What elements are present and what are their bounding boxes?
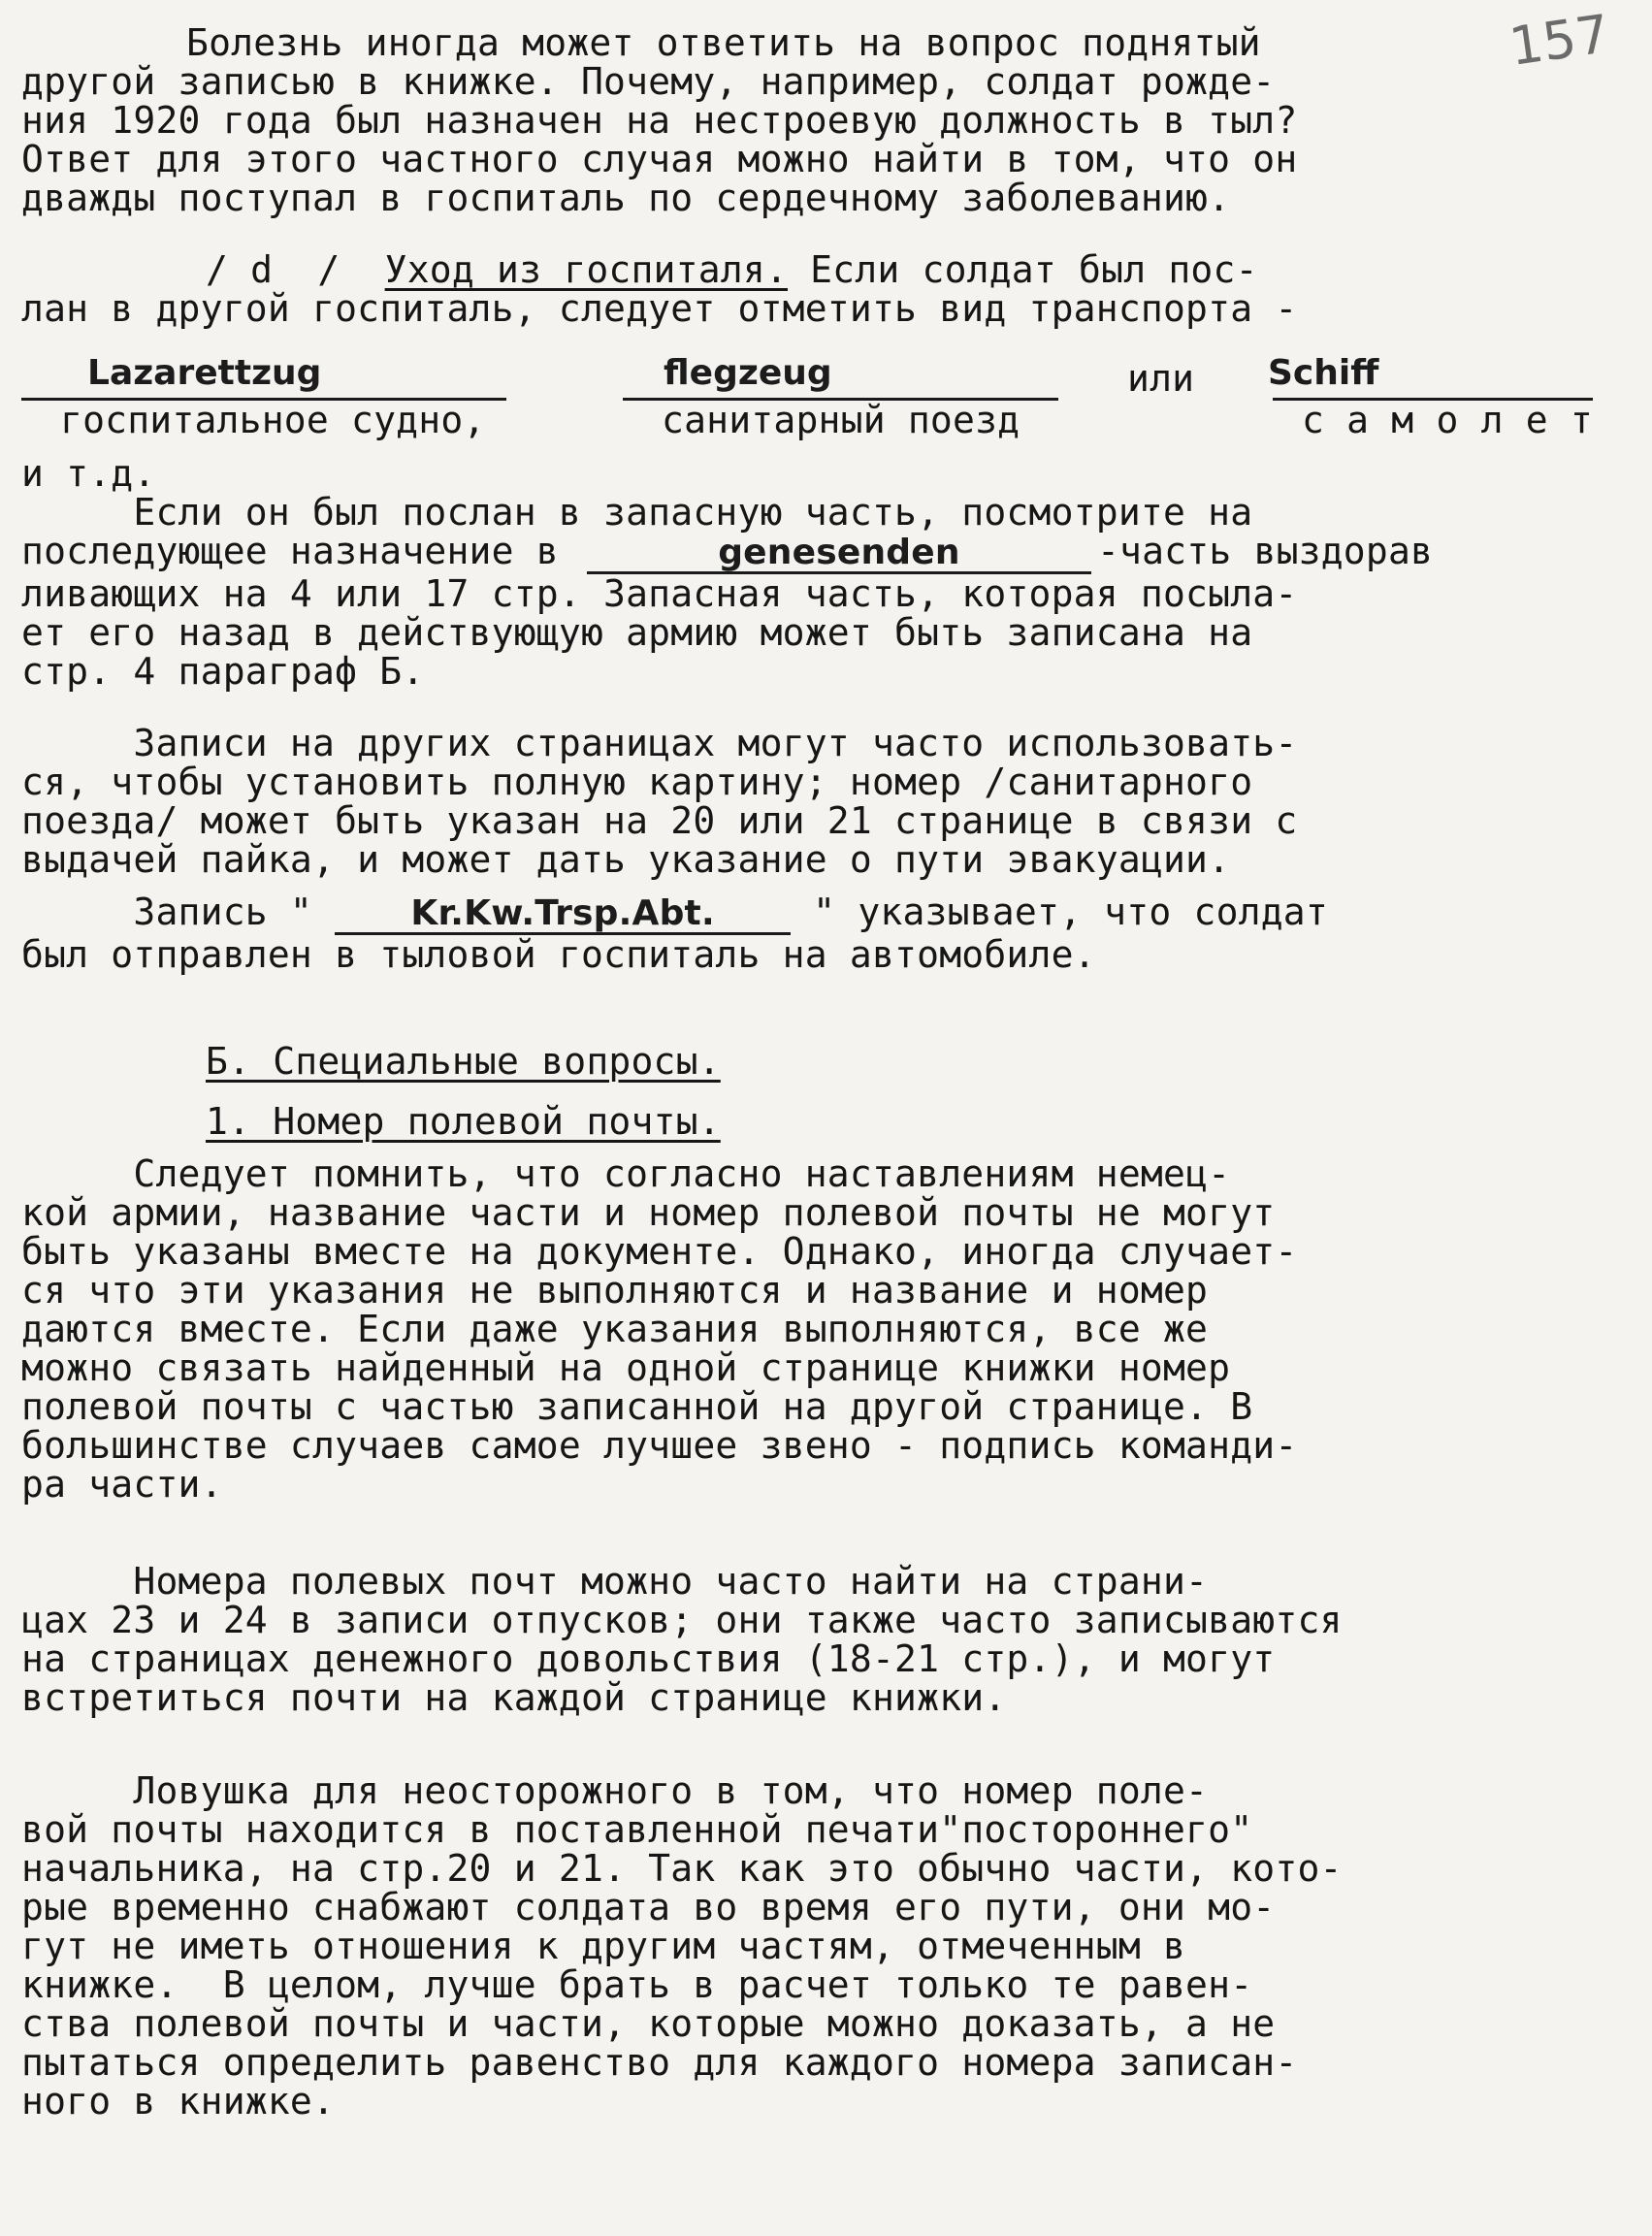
text-line: Болезнь иногда может ответить на вопрос поднятый — [186, 21, 1261, 64]
text-line: дважды поступал в госпиталь по сердечному заболеванию. — [21, 177, 1231, 219]
text-line: книжке. В целом, лучше брать в расчет только те равен- — [21, 1963, 1253, 2006]
text-fragment: -часть выздорав — [1096, 530, 1434, 572]
transport-plane-label: с а м о л е т — [1273, 398, 1593, 439]
text-line: ет его назад в действующую армию может быть записана на — [21, 611, 1253, 654]
transport-types-row — [21, 398, 1613, 440]
subsection-heading-field-post: 1. Номер полевой почты. — [206, 1100, 721, 1143]
text-line: лан в другой госпиталь, следует отметить вид транспорта - — [21, 287, 1298, 330]
text-fragment: Если солдат был пос- — [788, 248, 1258, 291]
handwritten-term-plane: Schiff — [1268, 353, 1379, 393]
or-word: или — [1127, 357, 1195, 400]
paragraph-leaving-hospital — [21, 250, 1613, 328]
paragraph-field-post-rules — [21, 1154, 1613, 1504]
paragraph-field-post-trap — [21, 1771, 1613, 2121]
transport-train-label: санитарный поезд — [623, 398, 1058, 439]
text-line: ся, чтобы установить полную картину; номер /санитарного — [21, 761, 1253, 803]
text-line: другой записью в книжке. Почему, например, солдат рожде- — [21, 60, 1276, 103]
text-line: стр. 4 параграф Б. — [21, 650, 425, 693]
section-heading-leaving-hospital: Уход из госпиталя. — [384, 248, 789, 291]
text-line: рые временно снабжают солдата во время его пути, они мо- — [21, 1886, 1276, 1928]
text-line: начальника, на стр.20 и 21. Так как это обычно части, кото- — [21, 1847, 1343, 1890]
paragraph-transport-record — [21, 892, 1613, 974]
handwritten-term-recovering: genesenden — [587, 535, 1091, 574]
text-line: кой армии, название части и номер полевой почты не могут — [21, 1191, 1276, 1234]
text-line: Если он был послан в запасную часть, посмотрите на — [21, 491, 1253, 534]
text-line: Следует помнить, что согласно наставлениям немец- — [21, 1152, 1231, 1195]
text-line: ливающих на 4 или 17 стр. Запасная часть, которая посыла- — [21, 572, 1298, 615]
item-marker: / d / — [206, 248, 340, 291]
section-heading-special-questions: Б. Специальные вопросы. — [206, 1040, 721, 1083]
text-line: был отправлен в тыловой госпиталь на автомобиле. — [21, 933, 1096, 976]
page-number-mark: 157 — [1506, 3, 1613, 78]
handwritten-transport-row — [21, 345, 1613, 398]
text-line: ния 1920 года был назначен на нестроевую должность в тыл? — [21, 99, 1298, 142]
text-line: большинстве случаев самое лучшее звено - подпись команди- — [21, 1424, 1298, 1467]
paragraph-other-pages — [21, 724, 1613, 879]
handwritten-term-train: flegzeug — [664, 353, 832, 393]
text-line: встретиться почти на каждой странице книжки. — [21, 1676, 1007, 1719]
text-line: поезда/ может быть указан на 20 или 21 странице в связи с — [21, 799, 1298, 842]
transport-ship-label: госпитальное судно, — [21, 398, 506, 439]
text-line: выдачей пайка, и может дать указание о пути эвакуации. — [21, 838, 1231, 881]
text-fragment: " указывает, что солдат — [791, 891, 1328, 933]
text-fragment: последующее назначение в — [21, 530, 581, 572]
text-line: Номера полевых почт можно часто найти на страни- — [21, 1560, 1209, 1603]
text-line: ра части. — [21, 1463, 223, 1506]
text-fragment: Запись " — [21, 891, 336, 933]
text-line: можно связать найденный на одной странице книжки номер — [21, 1346, 1231, 1389]
etc-line: и т.д. — [21, 452, 156, 495]
paragraph-field-post-pages — [21, 1562, 1613, 1717]
text-line: Ответ для этого частного случая можно найти в том, что он — [21, 138, 1298, 180]
text-line: Записи на других страницах могут часто использовать- — [21, 722, 1298, 764]
text-line: цах 23 и 24 в записи отпусков; они также часто записываются — [21, 1599, 1343, 1641]
text-line: даются вместе. Если даже указания выполняются, все же — [21, 1308, 1209, 1350]
paragraph-illness — [21, 23, 1613, 217]
text-line: ства полевой почты и части, которые можно доказать, а не — [21, 2002, 1276, 2045]
text-line: гут не иметь отношения к другим частям, отмеченным в — [21, 1925, 1186, 1967]
text-line: ся что эти указания не выполняются и название и номер — [21, 1269, 1209, 1312]
text-line: полевой почты с частью записанной на другой странице. В — [21, 1385, 1253, 1428]
text-line: пытаться определить равенство для каждого номера записан- — [21, 2041, 1298, 2084]
text-line: ного в книжке. — [21, 2080, 336, 2123]
handwritten-term-vehicle-unit: Kr.Kw.Trsp.Abt. — [335, 895, 791, 935]
text-line: вой почты находится в поставленной печати"постороннего" — [21, 1808, 1253, 1851]
handwritten-term-ship: Lazarettzug — [87, 353, 322, 393]
paragraph-reserve-unit — [21, 493, 1613, 691]
text-line: на страницах денежного довольствия (18-21 стр.), и могут — [21, 1637, 1276, 1680]
text-line: быть указаны вместе на документе. Однако, иногда случает- — [21, 1230, 1298, 1273]
text-line: Ловушка для неосторожного в том, что номер поле- — [21, 1769, 1209, 1812]
